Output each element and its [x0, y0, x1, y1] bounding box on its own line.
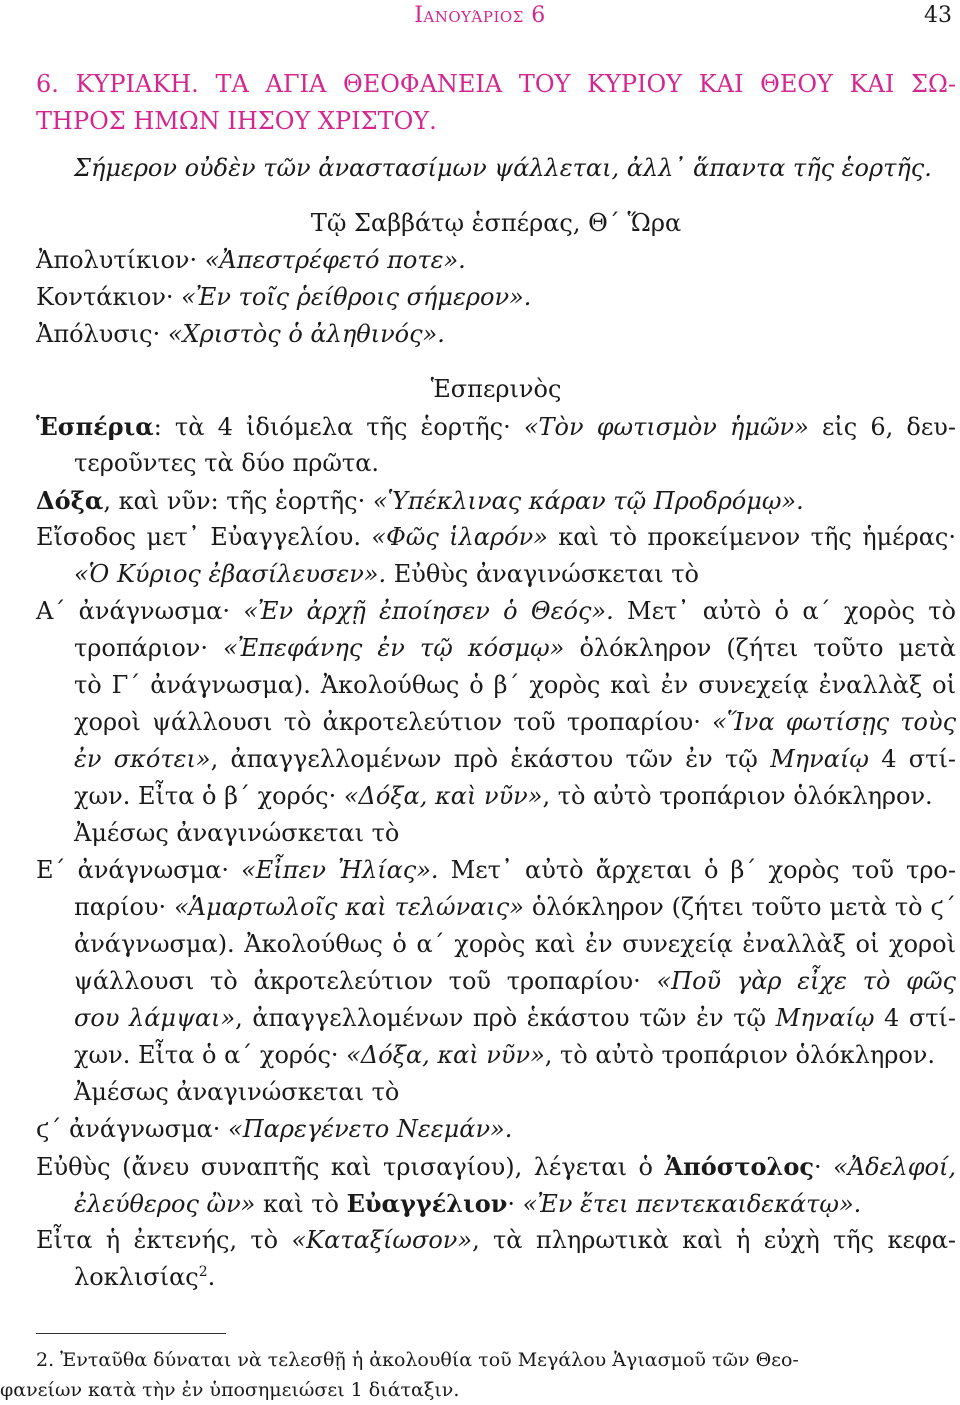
footnote-rule	[36, 1333, 226, 1334]
text-run: Ε΄ ἀνάγνωσμα·	[36, 856, 242, 884]
gospel-label: Εὐαγγέλιον	[346, 1189, 508, 1218]
vespers-line-16	[36, 963, 956, 1000]
text-run: ϛ΄ ἀνάγνωσμα·	[36, 1115, 229, 1143]
text-run: , καὶ νῦν: τῆς ἑορτῆς·	[103, 487, 373, 515]
saturday-heading: Τῷ Σαββάτῳ ἑσπέρας, Θ΄ Ὥρα	[310, 209, 682, 237]
vespers-line-12: Ἀμέσως ἀναγινώσκεται τὸ	[74, 819, 400, 847]
hymn-title: «Ποῦ γὰρ εἶχε τὸ φῶς	[656, 967, 956, 995]
text-run: .	[207, 1263, 216, 1291]
title-line-2: ΤΗΡΟΣ ΗΜΩΝ ΙΗΣΟΥ ΧΡΙΣΤΟΥ.	[36, 107, 437, 135]
text-run: 4 στί-	[868, 745, 956, 773]
apolysis-value: «Χριστὸς ὁ ἀληθινός».	[167, 320, 445, 348]
vespers-line-13	[36, 852, 956, 889]
reading-title: «Ἀδελφοί,	[833, 1153, 956, 1181]
text-run: ·	[507, 1190, 523, 1218]
hymn-title: «Φῶς ἱλαρόν»	[371, 523, 548, 551]
vespers-line-15: ἀνάγνωσμα). Ἀκολούθως ὁ α΄ χορὸς καὶ ἐν συνεχείᾳ ἐναλλὰξ οἱ χοροὶ	[74, 930, 956, 958]
page-body	[36, 66, 956, 1296]
text-run: χοροὶ ψάλλουσι τὸ ἀκροτελεύτιον τοῦ τροπαρίου·	[74, 708, 713, 736]
doxa-label: Δόξα	[36, 486, 104, 515]
book-title: Μηναίῳ	[770, 745, 869, 773]
vespers-line-22	[36, 1185, 956, 1222]
text-run: παρίου·	[74, 893, 175, 921]
text-run: , τὸ αὐτὸ τροπάριον ὁλόκληρον.	[544, 1041, 936, 1069]
text-run: ψάλλουσι τὸ ἀκροτελεύτιον τοῦ τροπαρίου·	[74, 967, 657, 995]
text-run: Μετ᾽ αὐτὸ ὁ α΄ χορὸς τὸ	[613, 597, 956, 625]
kontakion-line	[36, 279, 956, 316]
text-run: Α΄ ἀνάγνωσμα·	[36, 597, 244, 625]
vespers-line-20	[36, 1111, 956, 1148]
vespers-line-10	[36, 741, 956, 778]
text-run: , ἀπαγγελλομένων πρὸ ἑκάστου τῶν ἐν τῷ	[235, 1004, 776, 1032]
hymn-title: «Εἶπεν Ἠλίας».	[241, 856, 439, 884]
text-run: Εἴσοδος μετ᾽ Εὐαγγελίου.	[36, 523, 372, 551]
hymn-title: «Τὸν φωτισμὸν ἡμῶν»	[523, 413, 809, 441]
text-run: , ἀπαγγελλομένων πρὸ ἑκάστου τῶν ἐν τῷ	[210, 745, 771, 773]
hymn-title: «Ἐν ἀρχῇ ἐποίησεν ὁ Θεός».	[243, 597, 614, 625]
running-title: Ιανουάριος 6	[414, 3, 546, 28]
text-run: λοκλισίας	[74, 1263, 199, 1291]
text-run: εἰς 6, δευ-	[808, 413, 957, 441]
title-line-1: 6. ΚΥΡΙΑΚΗ. ΤΑ ΑΓΙΑ ΘΕΟΦΑΝΕΙΑ ΤΟΥ ΚΥΡΙΟΥ ΚΑΙ ΘΕΟΥ ΚΑΙ ΣΩ-	[36, 70, 956, 98]
vespers-line-11	[36, 778, 956, 815]
footnote-line-1: 2. Ἐνταῦθα δύναται νὰ τελεσθῇ ἡ ἀκολουθία τοῦ Μεγάλου Ἁγιασμοῦ τῶν Θεο-	[36, 1349, 799, 1371]
hymn-title: «Ἐπεφάνης ἐν τῷ κόσμῳ»	[223, 634, 565, 662]
hymn-title: «Δόξα, καὶ νῦν»	[346, 1041, 545, 1069]
vespers-line-17	[36, 1000, 956, 1037]
footnote-marker[interactable]: 2	[198, 1264, 208, 1280]
reading-title: ἐλεύθερος ὢν»	[74, 1190, 256, 1218]
vespers-line-8: τὸ Γ΄ ἀνάγνωσμα). Ἀκολούθως ὁ β΄ χορὸς καὶ ἐν συνεχείᾳ ἐναλλὰξ οἱ	[74, 671, 956, 699]
vespers-line-4	[36, 519, 956, 556]
text-run: , τὰ πληρωτικὰ καὶ ἡ εὐχὴ τῆς κεφα-	[472, 1226, 957, 1254]
text-run: καὶ τὸ	[255, 1190, 347, 1218]
apolytikion-line	[36, 242, 956, 279]
text-run: , τὸ αὐτὸ τροπάριον ὁλόκληρον.	[542, 782, 933, 810]
text-run: : τὰ 4 ἰδιόμελα τῆς ἑορτῆς·	[153, 413, 524, 441]
vespers-line-19: Ἀμέσως ἀναγινώσκεται τὸ	[74, 1078, 400, 1106]
book-title: Μηναίῳ	[775, 1004, 875, 1032]
vespers-line-14	[36, 889, 956, 926]
page-header	[0, 0, 960, 30]
vespers-line-2: τεροῦντες τὰ δύο πρῶτα.	[74, 449, 380, 477]
text-run: ὁλόκληρον (ζήτει τοῦτο μετὰ τὸ ϛ΄	[523, 893, 956, 921]
footnote	[0, 1345, 956, 1405]
hymn-title: «Ὁ Κύριος ἐβασίλευσεν».	[74, 560, 387, 588]
kontakion-value: «Ἐν τοῖς ῥείθροις σήμερον».	[181, 283, 532, 311]
footnote-line-2: φανείων κατὰ τὴν ἐν ὑποσημειώσει 1 διάταξιν.	[0, 1379, 460, 1401]
intro-text: Σήμερον οὐδὲν τῶν ἀναστασίμων ψάλλεται, ἀλλ᾽ ἅπαντα τῆς ἑορτῆς.	[74, 154, 932, 182]
hymn-title: «Ἁμαρτωλοῖς καὶ τελώναις»	[174, 893, 524, 921]
hymn-title: «Δόξα, καὶ νῦν»	[343, 782, 543, 810]
text-run: Εὐθὺς (ἄνευ συναπτῆς καὶ τρισαγίου), λέγεται ὁ	[36, 1153, 665, 1181]
vespers-label: Ἑσπέρια	[36, 412, 154, 441]
vespers-line-9	[36, 704, 956, 741]
apostle-label: Ἀπόστολος	[664, 1152, 814, 1181]
hymn-title: σου λάμψαι»	[74, 1004, 236, 1032]
page-number: 43	[924, 3, 952, 28]
vespers-line-18	[36, 1037, 956, 1074]
vespers-heading: Ἑσπερινὸς	[430, 375, 562, 403]
hymn-title: ἐν σκότει»	[74, 745, 211, 773]
text-run: καὶ τὸ προκείμενον τῆς ἡμέρας·	[547, 523, 956, 551]
hymn-title: «Παρεγένετο Νεεμάν».	[228, 1115, 513, 1143]
hymn-title: «Ἵνα φωτίσῃς τοὺς	[712, 708, 957, 736]
hymn-title: «Ὑπέκλινας κάραν τῷ Προδρόμῳ».	[372, 487, 804, 515]
text-run: Μετ᾽ αὐτὸ ἄρχεται ὁ β΄ χορὸς τοῦ τρο-	[438, 856, 956, 884]
text-run: ὁλόκληρον (ζήτει τοῦτο μετὰ	[564, 634, 957, 662]
vespers-line-6	[36, 593, 956, 630]
vespers-line-24	[36, 1259, 956, 1296]
vespers-line-21	[36, 1148, 956, 1185]
text-run: χων. Εἶτα ὁ β΄ χορός·	[74, 782, 344, 810]
vespers-line-7	[36, 630, 956, 667]
text-run: τροπάριον·	[74, 634, 224, 662]
text-run: Εὐθὺς ἀναγινώσκεται τὸ	[386, 560, 699, 588]
hymn-title: «Καταξίωσον»	[291, 1226, 473, 1254]
apolysis-label: Ἀπόλυσις·	[36, 320, 168, 348]
vespers-line-3	[36, 482, 956, 519]
reading-title: «Ἐν ἔτει πεντεκαιδεκάτῳ».	[522, 1190, 862, 1218]
apolytikion-label: Ἀπολυτίκιον·	[36, 246, 205, 274]
apolytikion-value: «Ἀπεστρέφετό ποτε».	[204, 246, 466, 274]
text-run: ·	[814, 1153, 834, 1181]
apolysis-line	[36, 316, 956, 353]
vespers-line-23	[36, 1222, 956, 1259]
text-run: 4 στί-	[874, 1004, 956, 1032]
text-run: Εἶτα ἡ ἐκτενής, τὸ	[36, 1226, 292, 1254]
kontakion-label: Κοντάκιον·	[36, 283, 182, 311]
vespers-line-1	[36, 408, 956, 445]
vespers-line-5	[36, 556, 956, 593]
text-run: χων. Εἶτα ὁ α΄ χορός·	[74, 1041, 347, 1069]
